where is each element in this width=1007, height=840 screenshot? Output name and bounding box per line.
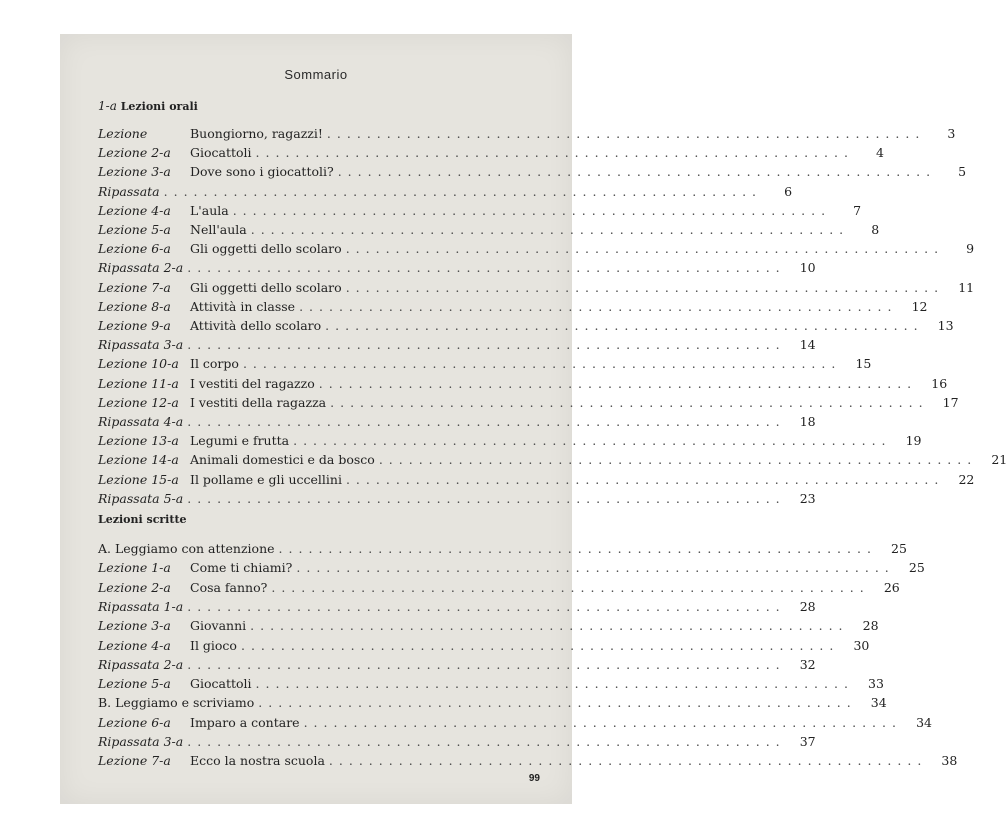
entry-title: I vestiti della ragazza <box>190 394 327 410</box>
entry-label: Lezione 2-a <box>98 579 171 595</box>
entry-page-number: 16 <box>931 375 948 391</box>
dot-leader: ............................................................ <box>187 414 786 429</box>
entry-label: Lezione <box>98 126 148 141</box>
entry-label: Ripassata 1-a <box>98 598 184 614</box>
toc-entry <box>98 239 975 259</box>
entry-page-number: 22 <box>958 471 975 487</box>
entry-title: Gli oggetti dello scolaro <box>190 279 342 295</box>
dot-leader: ............................................................ <box>328 753 928 769</box>
toc-entry <box>98 393 959 413</box>
dot-leader: ............................................................ <box>187 598 786 614</box>
entry-page-number: 38 <box>941 753 958 769</box>
entry-page-number: 14 <box>799 337 816 353</box>
entry-label: Lezione 1-a <box>98 560 171 576</box>
toc-entry <box>98 162 967 182</box>
dot-leader: ............................................................ <box>242 356 842 372</box>
entry-label: Lezione 10-a <box>98 356 179 372</box>
dot-leader: ............................................................ <box>345 279 945 295</box>
page-title: Sommario <box>284 67 348 82</box>
entry-title: Cosa fanno? <box>190 579 268 595</box>
entry-label: Lezione 3-a <box>98 618 171 634</box>
entry-page-number: 10 <box>799 260 816 276</box>
entry-page-number: 9 <box>966 241 975 257</box>
entry-page-number: 33 <box>868 676 884 692</box>
toc-entry <box>98 470 975 490</box>
entry-label: Ripassata 4-a <box>98 414 184 429</box>
entry-title: Il corpo <box>190 356 239 372</box>
entry-page-number: 26 <box>883 579 900 595</box>
book-page <box>60 34 1007 804</box>
entry-label: Lezione 8-a <box>98 298 171 314</box>
entry-title: Giovanni <box>190 618 247 634</box>
dot-leader: ............................................................ <box>345 241 945 257</box>
entry-label: Ripassata 5-a <box>98 490 184 506</box>
toc-entry <box>98 636 870 656</box>
toc-entry <box>98 732 816 752</box>
dot-leader: ............................................................ <box>187 490 786 506</box>
toc-entry <box>98 258 816 278</box>
entry-page-number: 12 <box>911 298 928 314</box>
toc-entry <box>98 412 816 432</box>
entry-label: Ripassata 3-a <box>98 734 184 749</box>
toc-entry <box>98 297 928 317</box>
entry-page-number: 15 <box>855 356 872 372</box>
entry-label: Ripassata <box>98 183 160 199</box>
toc-entry <box>98 201 862 221</box>
entry-title: Come ti chiami? <box>190 560 293 576</box>
toc-entry <box>98 335 816 355</box>
toc-entry <box>98 751 958 771</box>
entry-page-number: 25 <box>891 541 907 556</box>
entry-title: Nell'aula <box>190 222 247 237</box>
toc-entry <box>98 674 884 694</box>
dot-leader: ............................................................ <box>330 394 929 410</box>
entry-title: L'aula <box>190 202 229 218</box>
toc-entry <box>98 616 879 636</box>
entry-title: Giocattoli <box>190 676 252 692</box>
toc-entry <box>98 655 816 675</box>
entry-title: Il gioco <box>190 637 237 653</box>
entry-label: Lezione 15-a <box>98 471 179 487</box>
entry-title: Gli oggetti dello scolaro <box>190 241 342 257</box>
entry-label: Lezione 9-a <box>98 318 171 333</box>
entry-page-number: 19 <box>905 433 922 449</box>
dot-leader: ............................................................ <box>337 164 937 180</box>
dot-leader: ............................................................ <box>163 183 763 199</box>
toc-entry <box>98 278 975 298</box>
dot-leader: ............................................................ <box>255 145 854 161</box>
entry-title: Il pollame e gli uccellini <box>190 471 342 487</box>
entry-page-number: 28 <box>862 618 879 634</box>
entry-page-number: 13 <box>937 318 954 333</box>
entry-page-number: 21 <box>991 452 1007 468</box>
toc-entry <box>98 220 880 240</box>
toc-entry <box>98 539 907 559</box>
dot-leader: ............................................................ <box>345 471 945 487</box>
entry-label: Lezione 2-a <box>98 145 171 161</box>
entry-label: Lezione 11-a <box>98 375 179 391</box>
entry-page-number: 34 <box>916 714 932 730</box>
entry-title: Attività in classe <box>190 298 296 314</box>
toc-entry <box>98 489 816 509</box>
dot-leader: ............................................................ <box>255 676 854 692</box>
toc-entry <box>98 597 816 617</box>
entry-page-number: 11 <box>958 279 975 295</box>
entry-page-number: 4 <box>875 145 884 161</box>
toc-entry <box>98 431 922 451</box>
dot-leader: ............................................................ <box>303 714 902 730</box>
entry-label: Lezione 5-a <box>98 676 171 692</box>
entry-label: Lezione 7-a <box>98 279 171 295</box>
entry-label: Ripassata 2-a <box>98 260 184 276</box>
dot-leader: ............................................................ <box>318 375 918 391</box>
section-label: Lezioni scritte <box>98 513 187 526</box>
entry-label: Lezione 5-a <box>98 222 171 237</box>
entry-page-number: 23 <box>799 490 816 506</box>
dot-leader: ............................................................ <box>296 560 895 576</box>
entry-page-number: 3 <box>947 126 956 141</box>
dot-leader: ............................................................ <box>187 260 786 276</box>
entry-label: Lezione 6-a <box>98 241 171 257</box>
dot-leader: ............................................................ <box>187 656 786 672</box>
entry-page-number: 32 <box>799 656 816 672</box>
entry-label: Lezione 12-a <box>98 394 179 410</box>
entry-page-number: 17 <box>942 394 959 410</box>
entry-page-number: 18 <box>799 414 816 429</box>
toc-entry <box>98 354 872 374</box>
dot-leader: ............................................................ <box>240 637 840 653</box>
dot-leader: ............................................................ <box>232 202 832 218</box>
toc-entry <box>98 374 948 394</box>
section-number: 1-a <box>98 99 117 113</box>
entry-page-number: 37 <box>799 734 816 749</box>
entry-title: Ecco la nostra scuola <box>190 753 325 769</box>
entry-title: Giocattoli <box>190 145 252 161</box>
entry-page-number: 6 <box>784 183 793 199</box>
entry-page-number: 34 <box>870 695 887 711</box>
entry-label: Lezione 4-a <box>98 202 171 218</box>
dot-leader: ............................................................ <box>378 452 978 468</box>
dot-leader: ............................................................ <box>250 618 849 634</box>
section-heading-oral <box>98 99 198 113</box>
dot-leader: ............................................................ <box>258 695 857 711</box>
entry-title: B. Leggiamo e scriviamo <box>98 695 255 711</box>
entry-title: Animali domestici e da bosco <box>190 452 375 468</box>
dot-leader: ............................................................ <box>325 318 924 333</box>
entry-title: Buongiorno, ragazzi! <box>190 126 323 141</box>
section-heading-written <box>98 513 187 526</box>
dot-leader: ............................................................ <box>278 541 877 556</box>
dot-leader: ............................................................ <box>187 337 786 353</box>
entry-label: Ripassata 3-a <box>98 337 184 353</box>
entry-title: Imparo a contare <box>190 714 300 730</box>
entry-label: Lezione 13-a <box>98 433 179 449</box>
entry-page-number: 5 <box>958 164 967 180</box>
toc-entry <box>98 558 925 578</box>
entry-label: Lezione 14-a <box>98 452 179 468</box>
entry-label: Lezione 6-a <box>98 714 171 730</box>
toc-entry <box>98 316 954 336</box>
dot-leader: ............................................................ <box>293 433 892 449</box>
toc-entry <box>98 713 932 733</box>
toc-entry <box>98 450 1007 470</box>
toc-entry <box>98 693 887 713</box>
entry-label: Lezione 3-a <box>98 164 171 180</box>
dot-leader: ............................................................ <box>250 222 850 237</box>
dot-leader: ............................................................ <box>271 579 870 595</box>
entry-label: Lezione 4-a <box>98 637 171 653</box>
entry-title: I vestiti del ragazzo <box>190 375 315 391</box>
toc-entry <box>98 182 793 202</box>
entry-title: Legumi e frutta <box>190 433 290 449</box>
entry-page-number: 28 <box>799 598 816 614</box>
entry-label: Ripassata 2-a <box>98 656 184 672</box>
dot-leader: ............................................................ <box>187 734 786 749</box>
page-number: 99 <box>528 773 540 784</box>
entry-page-number: 30 <box>853 637 870 653</box>
dot-leader: ............................................................ <box>299 298 898 314</box>
section-label: Lezioni orali <box>120 100 198 113</box>
entry-title: Dove sono i giocattoli? <box>190 164 334 180</box>
dot-leader: ............................................................ <box>326 126 926 141</box>
entry-title: Attività dello scolaro <box>190 318 322 333</box>
entry-label: Lezione 7-a <box>98 753 171 769</box>
entry-page-number: 7 <box>853 202 862 218</box>
entry-title: A. Leggiamo con attenzione <box>98 541 275 556</box>
toc-entry <box>98 578 900 598</box>
entry-page-number: 25 <box>908 560 925 576</box>
toc-entry <box>98 124 956 144</box>
toc-entry <box>98 143 884 163</box>
entry-page-number: 8 <box>871 222 880 237</box>
